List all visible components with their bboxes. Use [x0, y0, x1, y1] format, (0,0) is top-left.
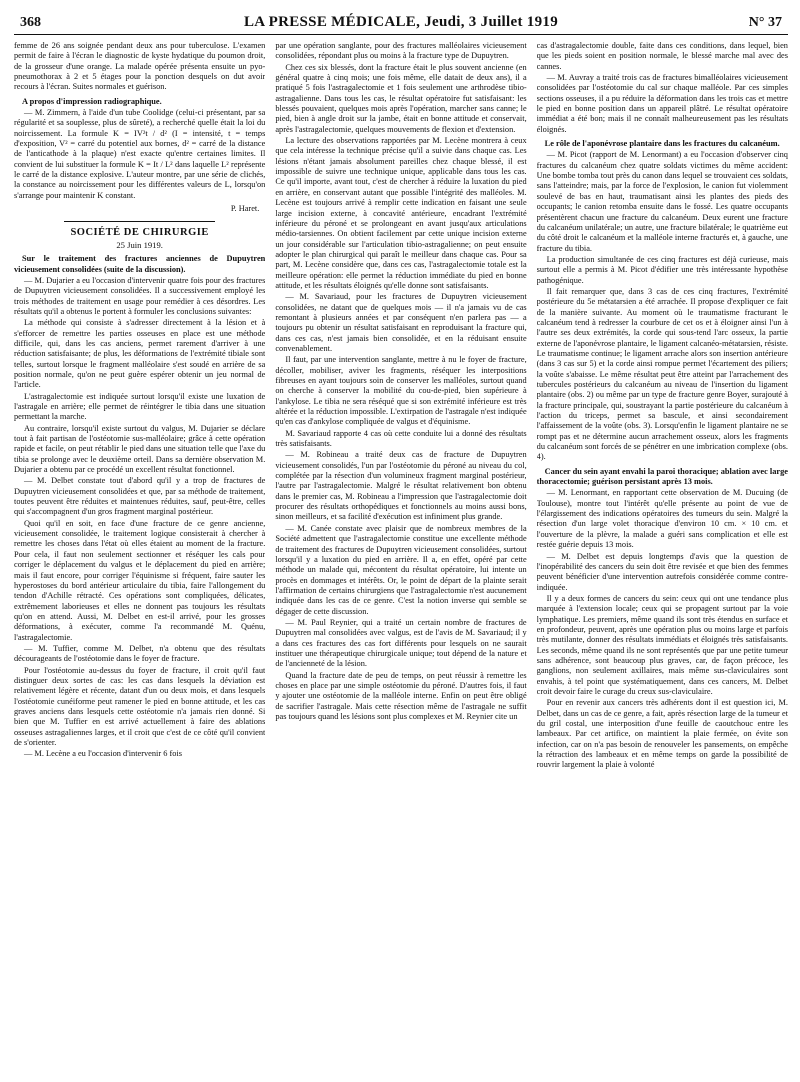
journal-title: LA PRESSE MÉDICALE, Jeudi, 3 Juillet 1919 — [243, 14, 558, 30]
paragraph: — M. Auvray a traité trois cas de fractures bimalléolaires vicieusement consolidées par l'ostéotomie du cal sur chaque malléole. Par ces simples sections osseuses, il a pu réduire la déformation dans les trois cas et mettre le pied en bonne position dans un appareil plâtré. Le résultat opératoire immédiat a été bon; mais il ne connaît malheureusement pas les résultats éloignés. — [536, 73, 788, 134]
paragraph: Chez ces six blessés, dont la fracture était le plus souvent ancienne (en général quatre à cinq mois; une fois même, elle datait de deux ans), il a pratiqué 5 fois l'astragalectomie et 1 fois seulement une arthrodèse tibio-astragalienne. Dans tous les cas, le résultat opératoire fut satisfaisant: les blessés pouvaient, quelques mois après l'opération, marcher sans canne; le pied, bien à angle droit sur la jambe, était en bonne attitude et conservait, après l'astragalectomie, quelques mouvements de flexion et d'extension. — [275, 62, 527, 134]
author-signature: P. Haret. — [230, 204, 260, 214]
paragraph: — M. Zimmern, à l'aide d'un tube Coolidge (celui-ci présentant, par sa régularité et sa souplesse, plus de sûreté), a recherché quelle était la loi du noircissement. La formule K = IV²t / d² (I = intensité, t = temps d'exposition, V² = carré du potentiel aux bornes, d² = carré de la distance de l'anticathode à la plaque) n'est exacte qu'entre certaines limites. Il convient de lui substituer la formule K = It / L² dans laquelle L² représente le carré de la distance explosive. L'auteur montre, par une série de clichés, la constance au noircissement pour les différentes valeurs de L, lorsqu'on s'arrange pour maintenir K constant. — [14, 108, 266, 200]
paragraph: La production simultanée de ces cinq fractures est déjà curieuse, mais surtout elle a permis à M. Picot d'édifier une très intéressante hypothèse pathogénique. — [536, 254, 788, 285]
paragraph: — M. Robineau a traité deux cas de fracture de Dupuytren vicieusement consolidés, l'un par l'ostéotomie du péroné au niveau du col, complétée par la résection d'un volumineux fragment marginal postérieur, l'autre par l'astragalectomie. Malgré le résultat relativement bon obtenu dans le premier cas, M. Robineau a l'impression que l'astragalectomie doit procurer des résultats orthopédiques et fonctionnels au moins aussi bons, sinon meilleurs, et sa facilité d'exécution est infiniment plus grande. — [275, 450, 527, 522]
section-heading: Sur le traitement des fractures anciennes de Dupuytren vicieusement consolidées (suite de la discussion). — [14, 254, 266, 274]
paragraph: — M. Delbet constate tout d'abord qu'il y a trop de fractures de Dupuytren vicieusement consolidées et que, par sa méthode de traitement, toutes peuvent être réduites et maintenues réduites, sauf, peut-être, celles qui s'accompagnent d'un gros fragment marginal postérieur. — [14, 476, 266, 517]
page-header — [14, 8, 788, 35]
paragraph: — M. Paul Reynier, qui a traité un certain nombre de fractures de Dupuytren mal consolidées avec valgus, est de l'avis de M. Savariaud; il y a dans ces fractures des cas fort différents pour lesquels on ne saurait instituer une thérapeutique chirurgicale unique; tout dépend de la nature et de l'ancienneté de la lésion. — [275, 617, 527, 669]
paragraph: Quand la fracture date de peu de temps, on peut réussir à remettre les choses en place par une simple ostéotomie du péroné. D'autres fois, il faut y ajouter une ostéotomie de la malléole interne. Enfin on peut être obligé de sacrifier l'astragale. Mais cette résection même de l'astragale ne suffit pas toujours quand les lésions sont plus complexes et M. Reynier cite un — [275, 670, 527, 721]
paragraph: L'astragalectomie est indiquée surtout lorsqu'il existe une luxation de l'astragale en arrière; elle permet de réintégrer le tibia dans une situation permettant la marche. — [14, 391, 266, 422]
column-3 — [537, 41, 788, 1077]
paragraph: — M. Tuffier, comme M. Delbet, n'a obtenu que des résultats décourageants de l'ostéotomie dans le foyer de fracture. — [14, 643, 266, 664]
issue-number: N° 37 — [748, 15, 782, 30]
paragraph: femme de 26 ans soignée pendant deux ans pour tuberculose. L'examen permit de faire à l'écran le diagnostic de kyste hydatique du poumon droit, de la grosseur d'une orange. La malade opérée présenta ensuite un pyo-pneumothorax à 2 et 5 étages pour la ponction desquels on dut avoir recours à l'écran. Suites normales et guérison. — [14, 41, 266, 92]
paragraph: Il fait remarquer que, dans 3 cas de ces cinq fractures, l'extrémité postérieure du 5e métatarsien a été arrachée. Il propose d'expliquer ce fait de la manière suivante. Au moment où le traumatisme fracturant le calcanéum tend à redresser la courbure de cet os et à éloigner ainsi l'un à l'autre ses deux extrémités, la corde qui sous-tend l'arc osseux, la partie externe de l'aponévrose plantaire, le ligament calcanéo-métatarsien, résiste. Le traumatisme continue; le ligament arrache alors son insertion antérieure (dans 3 cas sur 5) et la corde ainsi rompue permet l'écartement des piliers; la voûte s'abaisse. Le même résultat peut être atteint par l'arrachement des tubercules postérieurs du calcanéum au niveau de l'insertion du ligament plantaire (obs. 2) ou même par un type de fracture genre Boyer, surajouté à la fracture principale, qui, soustrayant la partie postérieure du calcanéum à l'action du triceps, permet sa bascule, et ainsi secondairement l'affaissement de la voûte (obs. 3). Lorsqu'enfin le ligament plantaire ne se rompt pas et ne détermine aucun arrachement osseux, alors les fragments du calcanéum sont forcés de se pénétrer en une imbrication complexe (obs. 4). — [536, 286, 788, 462]
section-heading: Le rôle de l'aponévrose plantaire dans les fractures du calcanéum. — [544, 139, 780, 149]
paragraph: par une opération sanglante, pour des fractures malléolaires vicieusement consolidées, répondant plus ou moins à la fracture type de Dupuytren. — [275, 41, 527, 61]
paragraph: — M. Savariaud, pour les fractures de Dupuytren vicieusement consolidées, ne datant que de quelques mois — il n'a jamais vu de cas remontant à plusieurs années et par conséquent n'en parlera pas — a toujours pu obtenir un résultat satisfaisant en reproduisant la fracture qui, dans ces cas, n'est jamais bien consolidée, et en la réduisant ensuite convenablement. — [275, 292, 527, 353]
paragraph: — M. Picot (rapport de M. Lenormant) a eu l'occasion d'observer cinq fractures du calcanéum chez quatre soldats victimes du même accident: Une bombe tomba tout près du canon dans lequel se trouvaient ces soldats, sans l'atteindre; mais, par la force de l'explosion, le canion fut violemment soulevé de bas en haut, traumatisant ainsi les plantes des pieds des occupants; le canion retomba ensuite dans le fossé. Les quatre occupants présentèrent chacun une fracture du calcanéum. Deux eurent une fracture du calcanéum unilatérale; un autre, une fracture bilatérale; le quatrième eut du côté droit le calcanéum et la malléole interne fracturés et, à gauche, une fracture du tibia. — [536, 150, 788, 253]
paragraph: — M. Delbet est depuis longtemps d'avis que la question de l'inopérabilité des cancers du sein doit être revisée et que bien des femmes peuvent bénéficier d'une intervention autrefois considérée comme contre-indiquée. — [536, 551, 788, 592]
paragraph: Pour en revenir aux cancers très adhérents dont il est question ici, M. Delbet, dans un cas de ce genre, a fait, après résection large de la tumeur et du gril costal, une interposition d'une feuille de caoutchouc entre les lambeaux. Par cet artifice, on maintient la plaie fermée, on évite son infection, car on n'a pas besoin de renouveler les pansements, on empêche la rétraction des lambeaux et en même temps on garde la possibilité de rouvrir largement la plaie à volonté — [536, 698, 788, 770]
page-number: 368 — [20, 15, 41, 30]
paragraph: — M. Lecène a eu l'occasion d'intervenir 6 fois — [24, 749, 183, 759]
paragraph: Il faut, par une intervention sanglante, mettre à nu le foyer de fracture, décoller, mobiliser, aviver les fragments, réséquer les interpositions fibreuses en ayant toujours soin de conserver les malléoles, surtout quand on cherche à conserver la mobilité du cou-de-pied, bien supérieure à l'ankylose. Le tibia ne sera réséqué que si son extrémité inférieure est très altérée et la réduction impossible. L'extirpation de l'astragale n'est indiquée qu'en cas d'ankylose compliquée de valgus et d'équinisme. — [275, 355, 527, 427]
column-1 — [14, 41, 265, 1077]
paragraph: La méthode qui consiste à s'adresser directement à la lésion et à s'efforcer de remettre les parties osseuses en place est une méthode difficile, qui, dans les cas anciens, permet rarement d'arriver à une réduction satisfaisante; de plus, les déformations de l'extrémité tibiale sont telles, surtout lorsque le fragment malléolaire s'est soudé en arrière de sa position normale, qu'on ne peut guère espérer obtenir un jeu normal de l'article. — [14, 318, 266, 390]
paragraph: Au contraire, lorsqu'il existe surtout du valgus, M. Dujarier se déclare tout à fait partisan de l'ostéotomie sus-malléolaire; grâce à cette opération rapide et facile, on peut rétablir le pied dans une situation telle que l'axe du tibia se prolonge avec le deuxième orteil. Dans sa dernière observation M. Dujarier a obtenu par ce procédé un excellent résultat fonctionnel. — [14, 423, 266, 475]
section-heading: Cancer du sein ayant envahi la paroi thoracique; ablation avec large thoracectomie; guérison persistant après 13 mois. — [536, 466, 788, 487]
session-date: 25 Juin 1919. — [116, 239, 163, 250]
paragraph: — M. Lenormant, en rapportant cette observation de M. Ducuing (de Toulouse), montre tout l'intérêt qu'elle présente au point de vue de l'élargissement des indications opératoires des tumeurs du sein. Malgré la résection d'un large volet thoracique d'environ 10 cm. × 10 cm. et l'ouverture de la plèvre, la malade a guéri sans complication et elle est restée guérie depuis 13 mois. — [536, 488, 788, 550]
paragraph: cas d'astragalectomie double, faite dans ces conditions, dans lequel, bien que les pieds soient en position normale, le blessé marche mal avec des cannes. — [536, 41, 788, 71]
column-2 — [275, 41, 526, 1077]
paragraph: Pour l'ostéotomie au-dessus du foyer de fracture, il croit qu'il faut distinguer deux sortes de cas: les cas dans lesquels la déviation est relativement légère et récente, datant d'un ou deux mois, et dans lesquels l'ostéotomie cunéiforme peut ramener le pied en bonne attitude, et les cas graves anciens dans lesquels cette ostéotomie n'a jamais rien donné. Si bien que M. Tuffier en est arrivé actuellement à faire des ablations osseuses astragaliennes larges, et il croit que c'est de ce côté qu'il convient de s'orienter. — [14, 665, 266, 747]
paragraph: Il y a deux formes de cancers du sein: ceux qui ont une tendance plus marquée à l'extension locale; ceux qui se propagent surtout par la voie lymphatique. Les premiers, même quand ils sont très étendus en surface et en profondeur, peuvent, après une opération plus ou moins large et parfois très mutilante, donner des résultats immédiats et éloignés très satisfaisants. Les seconds, même quand ils ne sont représentés que par une petite tumeur sans adhérence, sont beaucoup plus graves, car, de façon précoce, les ganglions, non seulement axillaires, mais même sus-claviculaires sont envahis, à tel point que systématiquement, dans ces cancers, M. Delbet croit devoir faire le curage du creux sus-claviculaire. — [536, 593, 788, 696]
paragraph: M. Savariaud rapporte 4 cas où cette conduite lui a donné des résultats très satisfaisants. — [275, 428, 527, 449]
paragraph: — M. Canée constate avec plaisir que de nombreux membres de la Société admettent que l'astragalectomie constitue une excellente méthode de traitement des fractures de Dupuytren vicieusement consolidées, surtout lorsqu'il y a luxation du pied en arrière. Il a, en effet, opéré par cette méthode un malade qui, mécontent du résultat opératoire, lui intente un procès en dommages et intérêts. Or, le point de départ de la plainte serait l'affirmation de certains chirurgiens que l'astragalectomie n'est aucunement indiquée dans les cas de ce genre. C'est la notion inverse qui semble se dégager de cette discussion. — [275, 523, 527, 616]
paragraph: — M. Dujarier a eu l'occasion d'intervenir quatre fois pour des fractures de Dupuytren vicieusement consolidées. Il a successivement employé les trois méthodes de traitement en usage pour remédier à ces désordres. Les résultats qu'il a obtenus le portent à formuler les conclusions suivantes: — [14, 275, 266, 316]
paragraph: Quoi qu'il en soit, en face d'une fracture de ce genre ancienne, vicieusement consolidée, le traitement logique consisterait à chercher à remettre les choses dans l'état où elles étaient au moment de la fracture. Pour cela, il faut non seulement sectionner et réséquer les cals pour corriger le déplacement du valgus et le déplacement du pied en arrière; mais il faut encore, pour corriger l'équinisme si fréquent, faire sauter les hyperostoses du bord antérieur articulaire du tibia, faire l'allongement du tendon d'Achille rétracté. Ces opérations sont compliquées, délicates, extrêmement laborieuses et elles ne donnent pas toujours les résultats qu'on en attend. Aussi, M. Delbet en est-il arrivé, pour les grosses déformations, à exécuter, comme l'a recommandé M. Quénu, l'astragalectomie. — [14, 518, 266, 642]
section-heading: A propos d'impression radiographique. — [22, 96, 162, 106]
article-columns — [14, 41, 788, 1077]
society-title: SOCIÉTÉ DE CHIRURGIE — [64, 221, 215, 238]
paragraph: La lecture des observations rapportées par M. Lecène montrera à ceux que cela intéresse la technique précise qu'il a suivie dans chaque cas. Les lésions n'étant jamais absolument pareilles chez chaque blessé, il est impossible de suivre une technique unique, applicable dans tous les cas. Ce qu'il importe, avant tout, c'est de chercher à réduire la luxation du pied en arrière, en conservant autant que possible l'intégrité des malléoles. M. Lecène est toujours arrivé à remplir cette indication en faisant une seule large incision externe, à concavité antérieure, encadrant l'extrémité inférieure du péroné et se prolongeant en avant jusqu'aux articulations médio-tarsiennes. On obtient facilement par cette unique incision externe un jour considérable sur l'articulation tibio-astragalienne; on peut ensuite adopter le plan chirurgical qui paraît le meilleur dans chaque cas. Pour sa part, M. Lecène considère que, dans ces cas, l'astragalectomie totale est la meilleure opération: elle permet la réduction immédiate du pied en bonne attitude, et les résultats éloignés qu'elle donne sont satisfaisants. — [275, 136, 527, 290]
